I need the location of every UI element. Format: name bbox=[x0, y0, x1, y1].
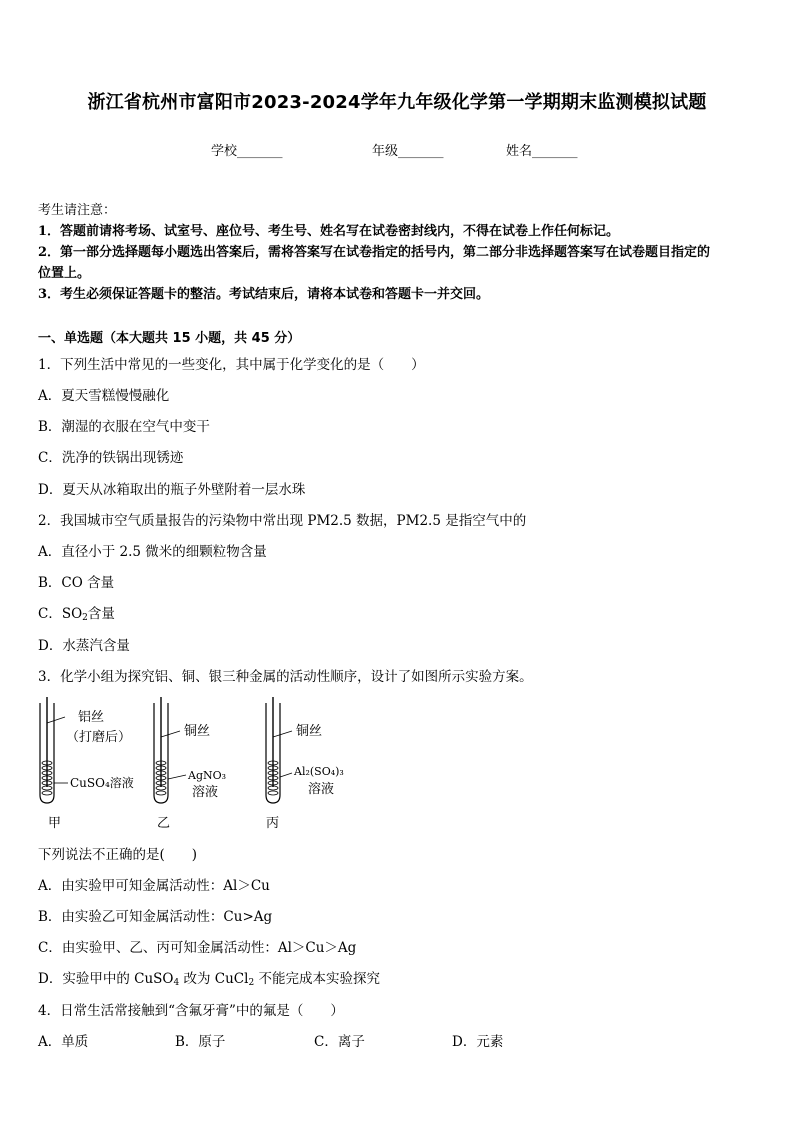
jia-label: 甲 bbox=[48, 816, 62, 831]
jia-solution-label: CuSO₄溶液 bbox=[70, 776, 134, 790]
q1-option-a: A．夏天雪糕慢慢融化 bbox=[38, 388, 170, 404]
bing-wire-label: 铜丝 bbox=[296, 724, 323, 739]
q3-stem: 3．化学小组为探究铝、铜、银三种金属的活动性顺序，设计了如图所示实验方案。 bbox=[38, 669, 533, 685]
notice-block bbox=[38, 200, 763, 305]
q3-option-c: C．由实验甲、乙、丙可知金属活动性：Al＞Cu＞Ag bbox=[38, 940, 357, 956]
q4-stem: 4．日常生活常接触到“含氟牙膏”中的氟是（ ） bbox=[38, 1003, 344, 1019]
q2-option-d: D．水蒸汽含量 bbox=[38, 638, 130, 654]
bing-label: 丙 bbox=[266, 816, 280, 831]
q1-stem: 1．下列生活中常见的一些变化，其中属于化学变化的是（ ） bbox=[38, 357, 425, 373]
test-tubes-diagram bbox=[30, 695, 370, 835]
notice-item: 位置上。 bbox=[38, 266, 91, 281]
yi-solution-formula: AgNO₃ bbox=[188, 769, 227, 782]
q3-prompt: 下列说法不正确的是( ) bbox=[38, 847, 198, 863]
name-field: 姓名_______ bbox=[506, 144, 578, 159]
q3-option-d: D．实验甲中的 CuSO$_4$ 改为 CuCl$_2$ 不能完成本实验探究 bbox=[38, 971, 380, 988]
test-tube-bing bbox=[266, 697, 292, 803]
q4-option-d: D．元素 bbox=[452, 1034, 504, 1050]
test-tube-yi bbox=[154, 697, 186, 803]
q4-option-c: C．离子 bbox=[314, 1034, 365, 1050]
notice-heading: 考生请注意： bbox=[38, 203, 117, 218]
q1-option-b: B．潮湿的衣服在空气中变干 bbox=[38, 419, 210, 435]
q2-option-b: B．CO 含量 bbox=[38, 575, 115, 591]
q4-option-a: A．单质 bbox=[38, 1034, 89, 1050]
notice-item: 3．考生必须保证答题卡的整洁。考试结束后，请将本试卷和答题卡一并交回。 bbox=[38, 287, 490, 302]
q1-option-d: D．夏天从冰箱取出的瓶子外壁附着一层水珠 bbox=[38, 482, 306, 498]
q2-option-c: C．$SO_2$含量 bbox=[38, 606, 115, 623]
q3-option-a: A．由实验甲可知金属活动性：Al＞Cu bbox=[38, 878, 270, 894]
notice-item: 2．第一部分选择题每小题选出答案后，需将答案写在试卷指定的括号内，第二部分非选择题答案写在试卷题目指定的 bbox=[38, 245, 711, 260]
jia-wire-label: 铝丝 bbox=[78, 710, 105, 725]
q2-option-a: A．直径小于 2.5 微米的细颗粒物含量 bbox=[38, 544, 267, 560]
yi-wire-label: 铜丝 bbox=[184, 724, 211, 739]
page-title: 浙江省杭州市富阳市2023-2024学年九年级化学第一学期期末监测模拟试题 bbox=[87, 92, 707, 113]
grade-field: 年级_______ bbox=[372, 144, 444, 159]
bing-solution-label: 溶液 bbox=[308, 782, 335, 797]
notice-item: 1．答题前请将考场、试室号、座位号、考生号、姓名写在试卷密封线内，不得在试卷上作任何标记。 bbox=[38, 224, 620, 239]
experiment-figure bbox=[30, 695, 370, 835]
yi-label: 乙 bbox=[157, 816, 171, 831]
section-heading: 一、单选题（本大题共 15 小题，共 45 分） bbox=[38, 331, 301, 346]
jia-wire-note: （打磨后） bbox=[66, 730, 132, 745]
q4-option-b: B．原子 bbox=[175, 1034, 226, 1050]
q2-stem: 2．我国城市空气质量报告的污染物中常出现 PM2.5 数据，PM2.5 是指空气中的 bbox=[38, 513, 527, 529]
school-field: 学校_______ bbox=[211, 144, 283, 159]
bing-solution-formula: Al₂(SO₄)₃ bbox=[294, 765, 344, 778]
q1-option-c: C．洗净的铁锅出现锈迹 bbox=[38, 450, 184, 466]
yi-solution-label: 溶液 bbox=[192, 785, 219, 800]
q3-option-b: B．由实验乙可知金属活动性：Cu>Ag bbox=[38, 909, 273, 925]
test-tube-jia bbox=[40, 697, 68, 803]
